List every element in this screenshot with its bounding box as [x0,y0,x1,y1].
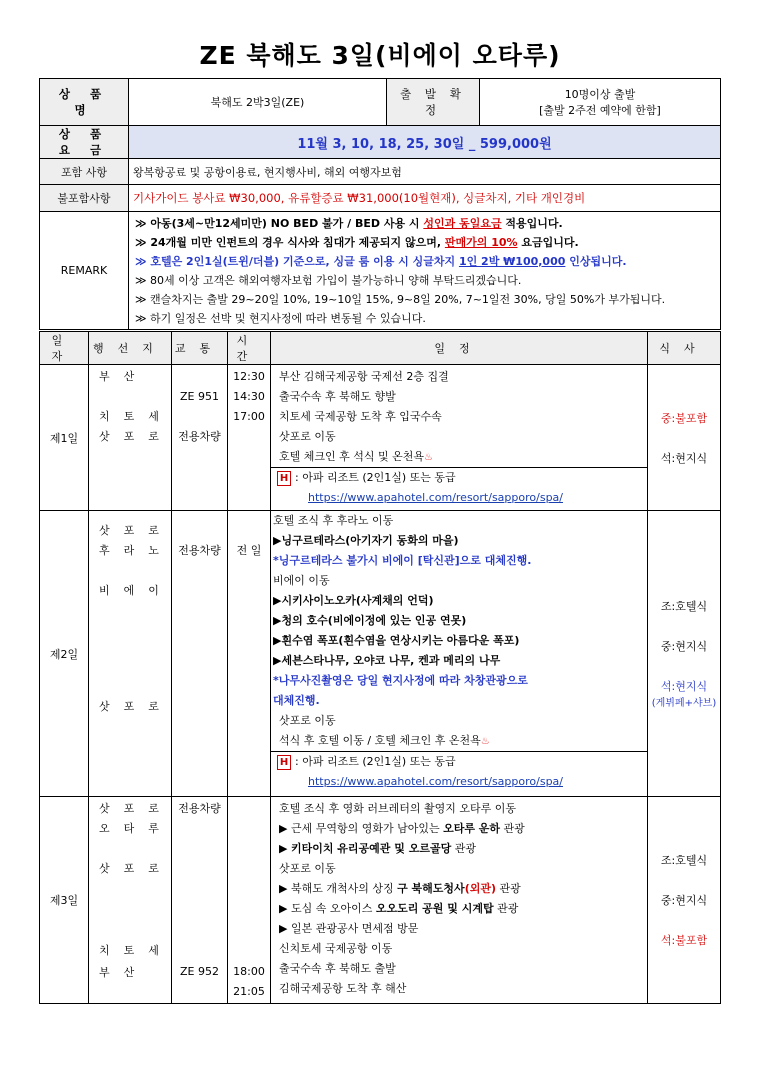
remark-line-4: ≫ 80세 이상 고객은 해외여행자보험 가입이 불가능하니 양해 부탁드리겠습니다. [135,273,522,287]
departure-line1: 10명이상 출발 [564,88,636,101]
itinerary-item: 치토세 국제공항 도착 후 입국수속 [279,410,442,423]
hotel-line [271,468,647,488]
itinerary-item: 호텔 조식 후 영화 러브레터의 촬영지 오타루 이동 [279,802,516,815]
day3-transport [172,797,228,1004]
time: 18:00 [233,965,265,978]
remark-text: ≫ 호텔은 2인1실(트윈/더블) 기준으로, 싱글 룸 이용 시 싱글차지 [135,254,459,268]
itinerary-item: 김해국제공항 도착 후 해산 [279,982,407,995]
itinerary-item: 출국수속 후 북해도 향발 [279,390,396,403]
info-table [39,78,721,330]
city [89,387,171,407]
time: 21:05 [233,985,265,998]
onsen-icon: ♨ [424,452,433,463]
itinerary-highlight: 구 북해도청사 [397,882,465,895]
itinerary-item [271,819,647,839]
remark-text: 인상됩니다. [565,254,627,268]
itinerary-note: *나무사진촬영은 당일 현지사정에 따라 차창관광으로 [273,674,528,687]
time: 14:30 [233,390,265,403]
remark-text: ≫ 아동(3세~만12세미만) NO BED 불가 / BED 사용 시 [135,216,424,230]
header-meals: 식사 [648,332,721,365]
excluded-label: 불포함사항 [40,185,129,212]
itinerary-highlight: 오오도리 공원 및 시계탑 [375,902,494,915]
city: 삿포로 [99,802,173,815]
itinerary-text: 관광 [500,822,525,835]
hotel-icon: H [277,755,291,770]
departure-line2: [출발 2주전 예약에 한함] [539,104,661,117]
remark-highlight: 판매가의 10% [444,235,518,249]
itinerary-highlight: (외관) [464,882,496,895]
header-time: 시간 [228,332,271,365]
day3-label: 제3일 [40,797,89,1004]
remark-text: 요금입니다. [517,235,579,249]
itinerary-item [271,731,647,751]
city: 삿포로 [99,700,173,713]
itinerary-item [271,839,647,859]
day1-transport [172,365,228,511]
page-title: ZE 북해도 3일(비에이 오타루) [199,41,561,70]
remark-text: ≫ 24개월 미만 인펀트의 경우 식사와 침대가 제공되지 않으며, [135,235,445,249]
time: 17:00 [233,410,265,423]
hotel-name: : 아파 리조트 (2인1실) 또는 동급 [295,471,456,484]
remark-label: REMARK [40,212,129,330]
itinerary-item: 삿포로 이동 [279,430,336,443]
itinerary-item: ▶ 일본 관광공사 면세점 방문 [279,922,419,935]
day1-cities [89,365,172,511]
day2-row [40,511,721,797]
transport: 전용차량 [178,544,221,557]
city: 치토세 [99,944,173,957]
day3-meals [648,797,721,1004]
day1-row [40,365,721,511]
hotel-icon: H [277,471,291,486]
remark-line-6: ≫ 하기 일정은 선박 및 현지사정에 따라 변동될 수 있습니다. [135,311,426,325]
day2-cities [89,511,172,797]
itinerary-item [271,447,647,467]
day3-cities [89,797,172,1004]
itinerary-item: ▶시키사이노오카(사계채의 언덕) [273,594,434,607]
itinerary-text: ▶ 근세 무역항의 영화가 남아있는 [279,822,444,835]
day3-itinerary [271,797,648,1004]
meal-lunch: 중:불포함 [660,411,708,425]
remark-line-5: ≫ 캔슬차지는 출발 29~20일 10%, 19~10일 15%, 9~8일 20%, 7~1일전 30%, 당일 50%가 부가됩니다. [135,292,666,306]
header-transport: 교통 [172,332,228,365]
header-city: 행선지 [89,332,172,365]
excluded-text: 기사가이드 봉사료 ₩30,000, 유류할증료 ₩31,000(10월현재), 싱글차지, 기타 개인경비 [129,185,721,212]
itinerary-text: 관광 [496,882,521,895]
time: 12:30 [233,370,265,383]
city: 오타루 [99,822,173,835]
transport: 전용차량 [178,802,221,815]
day2-transport [172,511,228,797]
departure-label: 출 발 확 정 [387,79,480,126]
city [89,839,171,859]
city: 비에이 [99,584,173,597]
day2-itinerary [271,511,648,797]
itinerary-text: 관광 [493,902,519,915]
itinerary-text: 관광 [451,842,476,855]
itinerary-note: *닝구르테라스 불가시 비에이 [탁신관]으로 대체진행. [273,554,532,567]
transport [172,407,227,427]
city: 삿포로 [99,430,173,443]
itinerary-text: 호텔 체크인 후 석식 및 온천욕 [279,450,424,463]
city: 삿포로 [99,524,173,537]
itinerary-item: ▶흰수염 폭포(흰수염을 연상시키는 아름다운 폭포) [273,634,520,647]
itinerary-item: 부산 김해국제공항 국제선 2층 집결 [279,370,449,383]
city: 부산 [99,370,149,383]
itinerary-highlight: 키타이치 유리공예관 및 오르골당 [290,842,452,855]
transport [172,367,227,387]
schedule-table [39,331,721,1004]
itinerary-item: ▶닝구르테라스(아기자기 동화의 마을) [273,534,459,547]
meal-lunch: 중:현지식 [660,894,708,907]
departure-info [480,79,721,126]
product-name: 북해도 2박3일(ZE) [129,79,387,126]
day1-times [228,365,271,511]
day2-meals [648,511,721,797]
itinerary-item [271,899,647,919]
day2-label: 제2일 [40,511,89,797]
city: 삿포로 [99,862,173,875]
remark-line-3 [135,252,714,271]
itinerary-note: 대체진행. [273,694,320,707]
meal-breakfast: 조:호텔식 [660,600,708,613]
itinerary-text: ▶ [279,842,291,855]
hotel-line [271,752,647,772]
meal-dinner-note: (게뷔페+샤브) [651,698,717,709]
itinerary-item: 신치토세 국제공항 이동 [279,942,393,955]
itinerary-item: 호텔 조식 후 후라노 이동 [273,514,394,527]
day1-meals [648,365,721,511]
itinerary-item: 출국수속 후 북해도 출발 [279,962,396,975]
time: 전 일 [236,544,262,557]
itinerary-item: ▶청의 호수(비에이정에 있는 인공 연못) [273,614,467,627]
remark-line-1 [135,214,714,233]
hotel-url[interactable]: https://www.apahotel.com/resort/sapporo/spa/ [308,491,563,504]
meal-dinner: 석:불포함 [660,934,708,947]
city [89,561,171,581]
meal-dinner: 석:현지식 [660,451,708,465]
day2-time [228,511,271,797]
transport: ZE 951 [180,390,219,403]
remark-highlight: 성인과 동일요금 [423,216,502,230]
remark-line-2 [135,233,714,252]
price-text: 11월 3, 10, 18, 25, 30일 _ 599,000원 [129,126,721,159]
day1-label: 제1일 [40,365,89,511]
product-name-label: 상 품 명 [40,79,129,126]
itinerary-item: 삿포로 이동 [279,714,336,727]
itinerary-item: 삿포로 이동 [279,862,336,875]
included-label: 포함 사항 [40,159,129,185]
remark-text: 적용입니다. [501,216,563,230]
meal-lunch: 중:현지식 [660,640,708,653]
day3-times [228,797,271,1004]
remark-highlight: 1인 2박 ₩100,000 [458,254,566,268]
hotel-url[interactable]: https://www.apahotel.com/resort/sapporo/spa/ [308,775,563,788]
meal-breakfast: 조:호텔식 [660,854,708,867]
day3-row [40,797,721,1004]
city: 부산 [99,966,149,979]
city: 치토세 [99,410,173,423]
itinerary-item: 비에이 이동 [273,574,330,587]
itinerary-text: 석식 후 호텔 이동 / 호텔 체크인 후 온천욕 [279,734,481,747]
price-label: 상 품 요 금 [40,126,129,159]
itinerary-item: ▶세븐스타나무, 오야코 나무, 켄과 메리의 나무 [273,654,501,667]
day1-itinerary [271,365,648,511]
itinerary-text: ▶ 도심 속 오아이스 [279,902,376,915]
city: 후라노 [99,544,173,557]
itinerary-item [271,879,647,899]
itinerary-text: ▶ 북해도 개척사의 상징 [279,882,398,895]
included-text: 왕복항공료 및 공항이용료, 현지행사비, 해외 여행자보험 [129,159,721,185]
header-day: 일자 [40,332,89,365]
remark-content [129,212,721,330]
onsen-icon: ♨ [480,736,490,747]
meal-dinner: 석:현지식 [660,680,708,693]
itinerary-highlight: 오타루 운하 [443,822,501,835]
flight: ZE 952 [180,965,219,978]
transport: 전용차량 [178,430,221,443]
hotel-name: : 아파 리조트 (2인1실) 또는 동급 [295,755,456,768]
header-itinerary: 일정 [271,332,648,365]
